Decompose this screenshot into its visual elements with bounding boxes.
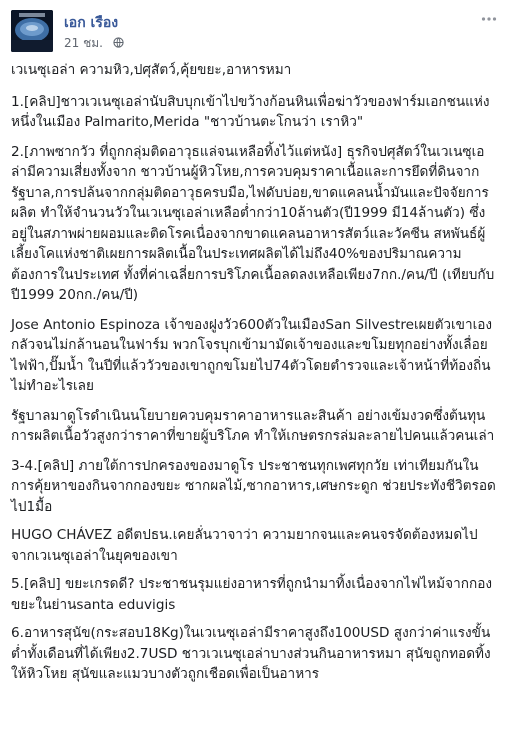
post-paragraph: 1.[คลิป]ชาวเวเนซุเอล่านับสิบบุกเข้าไปขว้างก้อนหินเพื่อฆ่าวัวของฟาร์มเอกชนแห่งหนึ่งในเมือง Palmarito,Merida "ชาวบ้านตะโกนว่า เราหิว" (11, 93, 490, 130)
avatar-image (11, 10, 53, 52)
post-paragraph: Jose Antonio Espinoza เจ้าของฝูงวัว600ตัวในเมืองSan Silvestreเผยตัวเขาเองกลัวจนไม่กล้านอนในฟาร์ม พวกโจรบุกเข้ามามัดเจ้าของและขโมยทุกอย่างทั้งเลื่อยไฟฟ้า,ปั๊มน้ำ ในปีที่แล้ววัวของเขาถูกขโมยไป74ตัวโดยตำรวจและเจ้าหน้าที่ท้องถิ่นไม่ทำอะไรเลย (11, 316, 493, 394)
author-name[interactable]: เอก เรือง (64, 15, 119, 31)
globe-icon[interactable] (113, 37, 124, 51)
post-meta (64, 34, 124, 53)
post-paragraph: HUGO CHÁVEZ อดีตปธน.เคยลั่นวาจาว่า ความยากจนและคนจรจัดต้องหมดไปจากเวเนซุเอล่าในยุคของเขา (11, 527, 478, 564)
post-paragraph: 6.อาหารสุนัข(กระสอบ18Kg)ในเวเนซุเอล่ามีราคาสูงถึง100USD สูงกว่าค่าแรงขั้นต่ำทั้งเดือนที่ได้เพียง2.7USD ชาวเวเนซุเอล่าบางส่วนกินอาหารหมา สุนัขถูกทอดทิ้งให้หิวโหย สุนัขและแมวบางตัวถูกเชือดเพื่อเป็นอาหาร (11, 625, 491, 682)
post-timestamp[interactable]: 21 ชม. (64, 36, 103, 50)
post-paragraph: 3-4.[คลิป] ภายใต้การปกครองของมาดูโร ประชาชนทุกเพศทุกวัย เท่าเทียมกันในการคุ้ยหาของกินจากกองขยะ ซากผลไม้,ซากอาหาร,เศษกระดูก ช่วยประทังชีวิตรอดไป1มื้อ (11, 457, 496, 515)
post-paragraph: 2.[ภาพซากวัว ที่ถูกกลุ่มติดอาวุธแล่จนเหลือทิ้งไว้แต่หนัง] ธุรกิจปศุสัตว์ในเวเนซุเอล่ามีความเสี่ยงทั้งจาก ชาวบ้านผู้หิวโหย,การควบคุมราคาเนื้อและการยึดที่ดินจากรัฐบาล,การปล้นจากกลุ่มติดอาวุธครบมือ,ไฟดับบ่อย,ขาดแคลนน้ำมันและปัจจัยการผลิต ทำให้จำนวนวัวในเวเนซุเอล่าเหลือต่ำกว่า10ล้านตัว(ปี1999 มี14ล้านตัว) ซึ่งอยู่ในสภาพผ่ายผอมและติดโรคเนื่องจากขาดแคลนอาหารสัตว์และวัคซีน สหพันธ์ผู้เลี้ยงโคแห่งชาติเผยการผลิตเนื้อในประเทศผลิตได้ไม่ถึง40%ของปริมาณความต้องการในประเทศ ทั้งที่ค่าเฉลี่ยการบริโภคเนื้อลดลงเหลือเพียง7กก./คน/ปี (เทียบกับปี1999 20กก./คน/ปี) (11, 143, 495, 303)
post-text (11, 60, 499, 693)
post-paragraph: รัฐบาลมาดูโรดำเนินนโยบายควบคุมราคาอาหารและสินค้า อย่างเข้มงวดซึ่งต้นทุนการผลิตเนื้อวัวสูงกว่าราคาที่ขายผู้บริโภค ทำให้เกษตรกรล่มละลายไปคนแล้วคนเล่า (11, 407, 495, 444)
author-avatar[interactable] (11, 10, 53, 52)
ellipsis-icon[interactable] (481, 10, 497, 26)
post-paragraph: เวเนซุเอล่า ความหิว,ปศุสัตว์,คุ้ยขยะ,อาหารหมา (11, 62, 292, 78)
post-header (11, 10, 507, 56)
post-paragraph: 5.[คลิป] ขยะเกรดดี? ประชาชนรุมแย่งอาหารที่ถูกนำมาทิ้งเนื่องจากไฟไหม้จากกองขยะในย่านsanta eduvigis (11, 576, 492, 613)
